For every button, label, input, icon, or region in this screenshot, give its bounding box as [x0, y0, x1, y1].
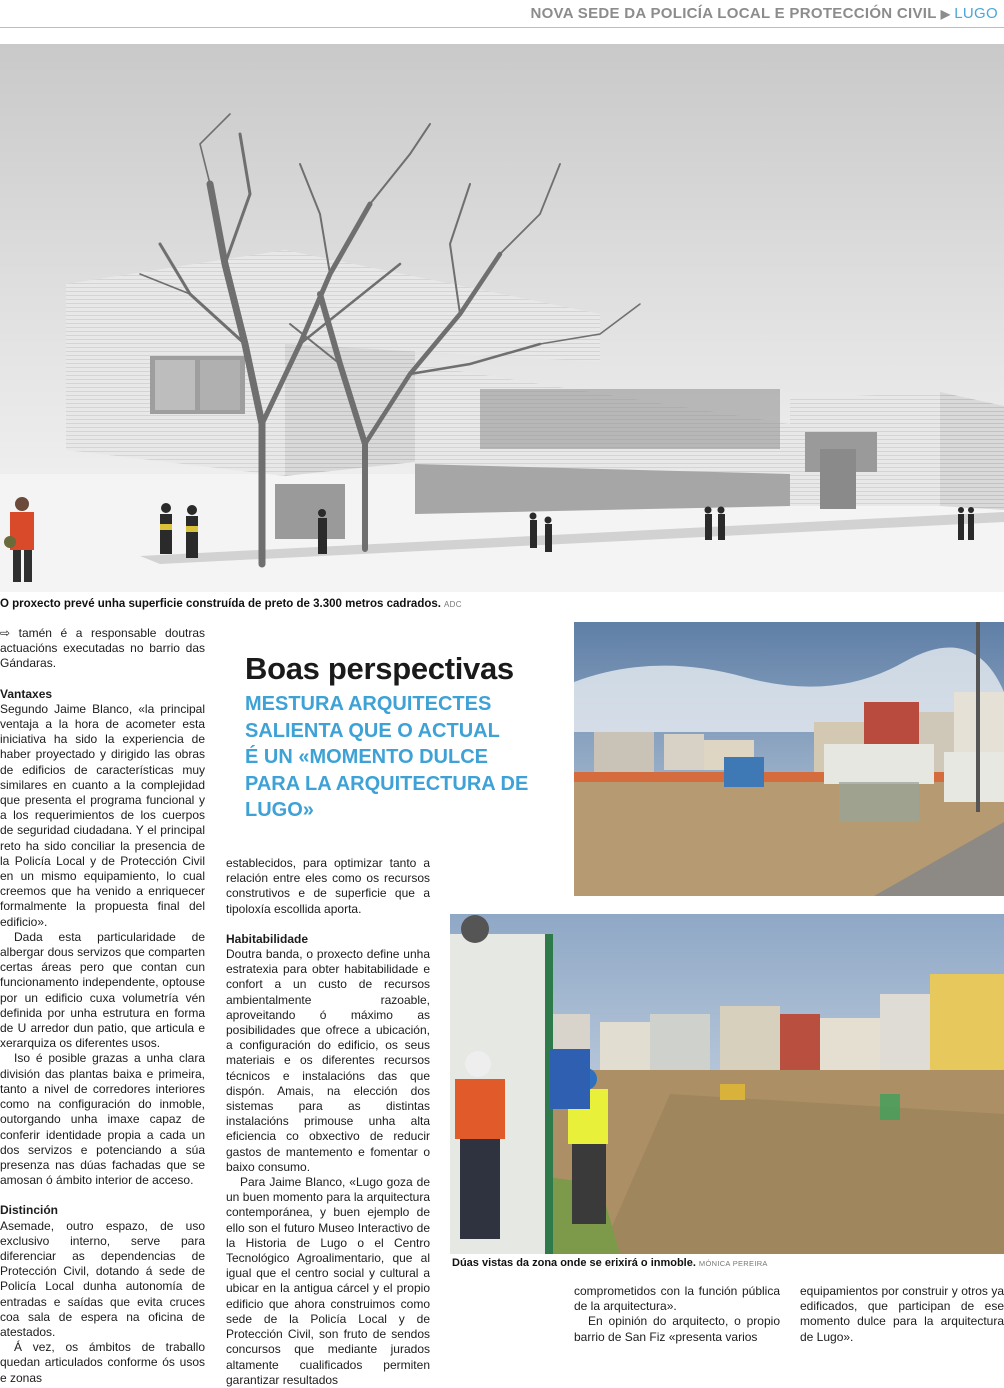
subhead-line: PARA LA ARQUITECTURA DE [245, 772, 529, 795]
subhead-line: LUGO» [245, 799, 314, 821]
col2-paragraph-3: Para Jaime Blanco, «Lugo goza de un buen momento para la arquitectura contemporánea, y buen ejemplo de ello son el futuro Museo Interactivo de la Historia de Lugo o el Centro Tecnológico Agroalimentario, que al igual que el centro social y cultural a ubicar en la antigua cárcel y el propio edificio que ahora construimos como sede de la Policía Local y de Protección Civil, son fruto de sendos concursos que mediante jurados altamente cualificados permiten garantizar resultados [226, 1175, 430, 1387]
building-render-illustration [0, 44, 1004, 592]
col3-paragraph-2: En opinión do arquitecto, o propio barrio de San Fiz «presenta varios [574, 1314, 780, 1344]
header-text [530, 5, 998, 22]
subheading-distincion: Distinción [0, 1203, 59, 1218]
hero-caption [0, 598, 462, 610]
col3-paragraph-1: comprometidos con la función pública de la arquitectura». [574, 1284, 780, 1314]
header-section: LUGO [954, 5, 998, 22]
article-subhead [245, 691, 555, 824]
header-title: NOVA SEDE DA POLICÍA LOCAL E PROTECCIÓN CIVIL [530, 5, 937, 22]
photos-caption-text: Dúas vistas da zona onde se erixirá o inmoble. [452, 1257, 696, 1269]
subheading-habitabilidade: Habitabilidade [226, 931, 309, 946]
col1-paragraph-2: Segundo Jaime Blanco, «la principal ventaja a la hora de acometer esta iniciativa ha sido la experiencia de haber proyectado y dirigido las obras de edificios de características muy similares en cuanto a la complejidad que presenta el programa funcional y a los requerimientos de los cuerpos de seguridad ciudadana. Y el principal reto ha sido conciliar la presencia de la Policía Local y de Protección Civil en un mismo equipamiento, lo cual creemos que ha venido a enriquecer formalmente la propuesta final del edificio». [0, 701, 205, 929]
photos-caption [452, 1257, 768, 1269]
article-column-2 [226, 856, 430, 1388]
article-headline: Boas perspectivas [245, 651, 514, 686]
photos-credit: MÓNICA PEREIRA [698, 1259, 768, 1268]
col1-paragraph-3: Dada esta particularidade de albergar dous servizos que comparten certas áreas pero que contan cun funcionamento independente, optouse por un edificio cuxa volumetría vén definida por unha estrutura en forma de U arredor dun patio, que articula e xerarquiza os diferentes usos. [0, 929, 205, 1051]
article-column-1 [0, 626, 205, 1386]
hero-caption-text: O proxecto prevé unha superficie construída de preto de 3.300 metros cadrados. [0, 598, 441, 610]
article-column-3 [574, 1284, 780, 1345]
header-arrow-icon: ▶ [940, 7, 951, 21]
col1-paragraph-6: Á vez, os ámbitos de traballo quedan articulados conforme ós usos e zonas [0, 1340, 205, 1385]
construction-site-photo [574, 622, 1004, 896]
col1-paragraph-5: Asemade, outro espazo, de uso exclusivo interno, serve para diferenciar as dependencias de Protección Civil, dotando á sede de Policía Local dunha autonomía de entradas e saídas que evita cruces coa sala de espera na oficina de atestados. [0, 1218, 205, 1339]
site-photo-2 [450, 914, 1004, 1254]
subheading-vantaxes: Vantaxes [0, 686, 53, 701]
col1-paragraph-4: Iso é posible grazas a unha clara división das plantas baixa e primeira, tanto a nivel de corredores interiores como na configuración do inmoble, outorgando unha imaxe capaz de conferir identidade propia a cada un dos servizos e potenciando a súa presenza nas dúas fachadas que se amosan ó ámbito interior de acceso. [0, 1051, 205, 1188]
hero-render-image [0, 44, 1004, 592]
page-header [0, 0, 1004, 28]
article-column-4 [800, 1284, 1004, 1345]
col2-paragraph-2: Doutra banda, o proxecto define unha estratexia para obter habitabilidade e confort a un custo de recursos ambientalmente razoable, aproveitando ó máximo as posibilidades que ofrece a ubicación, a configuración do edificio, os seus materiais e os diferentes recursos técnicos e instalacións das que dispón. Amais, na elección dos sistemas para as distintas instalacións primouse unha alta eficiencia co obxectivo de reducir gastos de mantemento e fomentar o baixo consumo. [226, 947, 430, 1174]
site-photo-1 [574, 622, 1004, 896]
col4-paragraph-1: equipamientos por construir y otros ya edificados, que participan de ese momento dulce para la arquitectura de Lugo». [800, 1284, 1004, 1344]
subhead-line: É UN «MOMENTO DULCE [245, 746, 488, 768]
col2-paragraph-1: establecidos, para optimizar tanto a relación entre eles como os recursos construtivos e de superficie que a tipoloxía escollida aporta. [226, 856, 430, 916]
hero-credit: ADC [443, 600, 462, 609]
col1-paragraph-1: ⇨ tamén é a responsable doutras actuacións executadas no barrio das Gándaras. [0, 626, 205, 671]
workers-site-photo [450, 914, 1004, 1254]
subhead-line: SALIENTA QUE O ACTUAL [245, 719, 500, 742]
subhead-line: MESTURA ARQUITECTES [245, 693, 492, 715]
